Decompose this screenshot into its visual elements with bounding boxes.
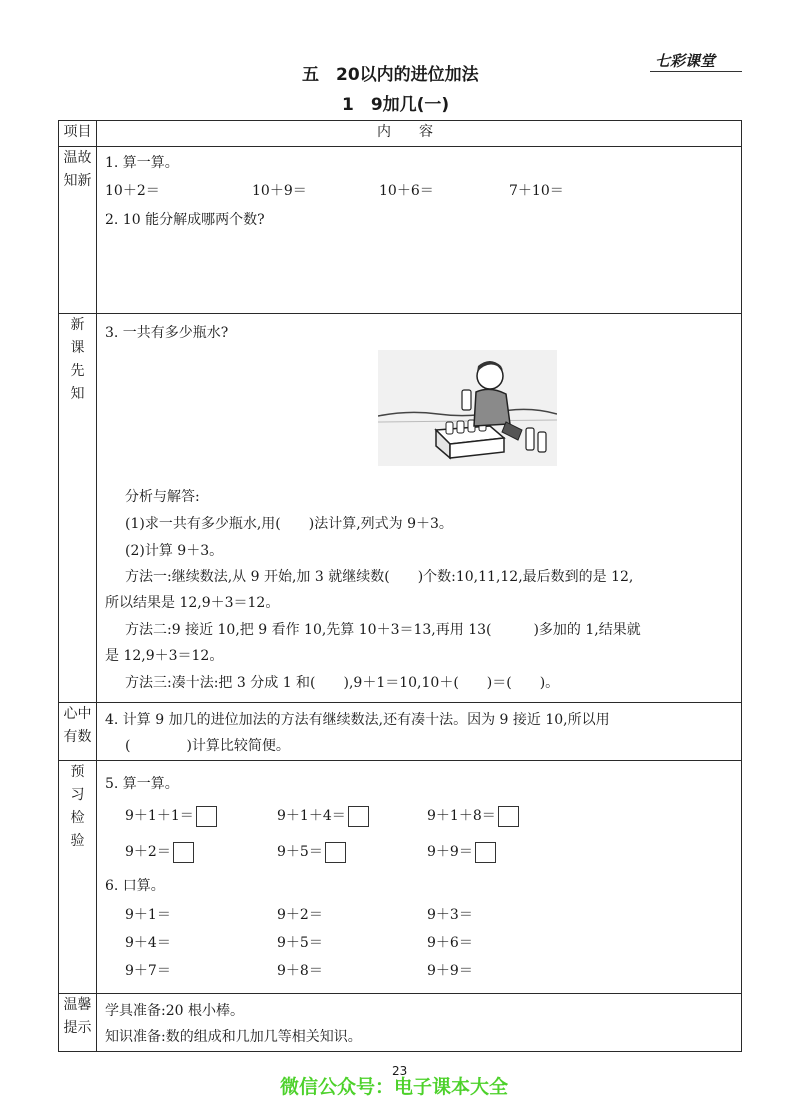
question-1-title: 1. 算一算。 [105,155,179,171]
q5-expr: 9＋1＋4＝ [277,808,346,824]
q1-expr: 10＋2＝ [105,183,160,199]
header-item: 项目 [63,124,92,140]
section-new-lesson-row [59,314,742,703]
page-number: 23 [392,1064,408,1078]
q5-expr: 9＋1＋8＝ [427,808,496,824]
header-item-cell [59,121,97,147]
answer-box[interactable] [348,806,369,827]
q5-item [125,841,194,863]
analysis-line-1: (1)求一共有多少瓶水,用( )法计算,列式为 9＋3。 [125,516,453,532]
q6-expr: 9＋7＝ [125,963,171,979]
answer-box[interactable] [196,806,217,827]
question-3-title: 3. 一共有多少瓶水? [105,325,229,341]
boy-bottles-illustration [378,350,557,466]
brand-logo: 七彩课堂 [655,52,716,70]
method-2-line: 方法二:9 接近 10,把 9 看作 10,先算 10＋3＝13,再用 13( )多加的 1,结果就 [125,622,641,638]
q6-expr: 9＋1＝ [125,907,171,923]
method-2-result: 是 12,9＋3＝12。 [105,648,224,664]
method-1-result: 所以结果是 12,9＋3＝12。 [105,595,280,611]
method-3-line: 方法三:凑十法:把 3 分成 1 和( ),9＋1＝10,10＋( )＝( )。 [125,675,560,691]
q6-expr: 9＋6＝ [427,935,473,951]
section-label-line: 预 [70,764,85,780]
answer-box[interactable] [498,806,519,827]
section-tips-row [59,994,742,1052]
section-practice-row [59,761,742,994]
answer-box[interactable] [173,842,194,863]
section-label-line: 知 [70,386,85,402]
q1-expr: 7＋10＝ [509,183,564,199]
question-5-title: 5. 算一算。 [105,776,179,792]
section-practice-label [59,761,97,994]
q5-expr: 9＋1＋1＝ [125,808,194,824]
brand-underline [650,71,742,72]
q5-expr: 9＋5＝ [277,844,323,860]
section-label-line: 知新 [63,173,92,189]
q1-expr: 10＋6＝ [379,183,434,199]
section-new-lesson-label [59,314,97,703]
tips-line-1: 学具准备:20 根小棒。 [105,1003,244,1019]
q6-expr: 9＋2＝ [277,907,323,923]
q5-item [427,841,496,863]
chapter-title: 五 20以内的进位加法 [302,65,479,85]
analysis-line-2: (2)计算 9＋3。 [125,543,224,559]
section-label-line: 提示 [63,1020,92,1036]
section-tips-content [97,994,742,1052]
q5-item [427,805,519,827]
q6-expr: 9＋4＝ [125,935,171,951]
section-new-lesson-content [97,314,742,703]
section-label-line: 温故 [63,150,92,166]
summary-line-1: 4. 计算 9 加几的进位加法的方法有继续数法,还有凑十法。因为 9 接近 10,所以用 [105,712,610,728]
footer-watermark: 微信公众号：电子课本大全 [280,1076,509,1098]
q5-item [125,805,217,827]
summary-line-2: ( )计算比较简便。 [125,738,290,754]
section-label-line: 新 [70,317,85,333]
question-2-title: 2. 10 能分解成哪两个数? [105,212,265,228]
header-content: 内容 [377,124,461,140]
section-summary-row [59,703,742,761]
section-label-line: 课 [70,340,85,356]
method-1-line: 方法一:继续数法,从 9 开始,加 3 就继续数( )个数:10,11,12,最后数到的是 12, [125,569,634,585]
q6-expr: 9＋9＝ [427,963,473,979]
answer-box[interactable] [475,842,496,863]
section-label-line: 先 [70,363,85,379]
lesson-table [58,120,742,1052]
q6-expr: 9＋5＝ [277,935,323,951]
section-practice-content [97,761,742,994]
section-review-label [59,147,97,314]
section-label-line: 习 [70,787,85,803]
answer-box[interactable] [325,842,346,863]
tips-line-2: 知识准备:数的组成和几加几等相关知识。 [105,1029,362,1045]
boy-bottles-icon [378,350,557,466]
section-summary-label [59,703,97,761]
q5-expr: 9＋2＝ [125,844,171,860]
q5-expr: 9＋9＝ [427,844,473,860]
analysis-title: 分析与解答: [125,489,200,505]
section-label-line: 温馨 [63,997,92,1013]
lesson-title: 1 9加几(一) [342,95,450,115]
section-tips-label [59,994,97,1052]
header-content-cell [97,121,742,147]
q1-expr: 10＋9＝ [252,183,307,199]
q6-expr: 9＋8＝ [277,963,323,979]
table-header-row [59,121,742,147]
section-label-line: 心中 [63,706,92,722]
question-6-title: 6. 口算。 [105,878,165,894]
section-label-line: 检 [70,810,85,826]
section-label-line: 有数 [63,729,92,745]
section-review-row [59,147,742,314]
q5-item [277,841,346,863]
q6-expr: 9＋3＝ [427,907,473,923]
section-summary-content [97,703,742,761]
q5-item [277,805,369,827]
section-label-line: 验 [70,833,85,849]
section-review-content [97,147,742,314]
